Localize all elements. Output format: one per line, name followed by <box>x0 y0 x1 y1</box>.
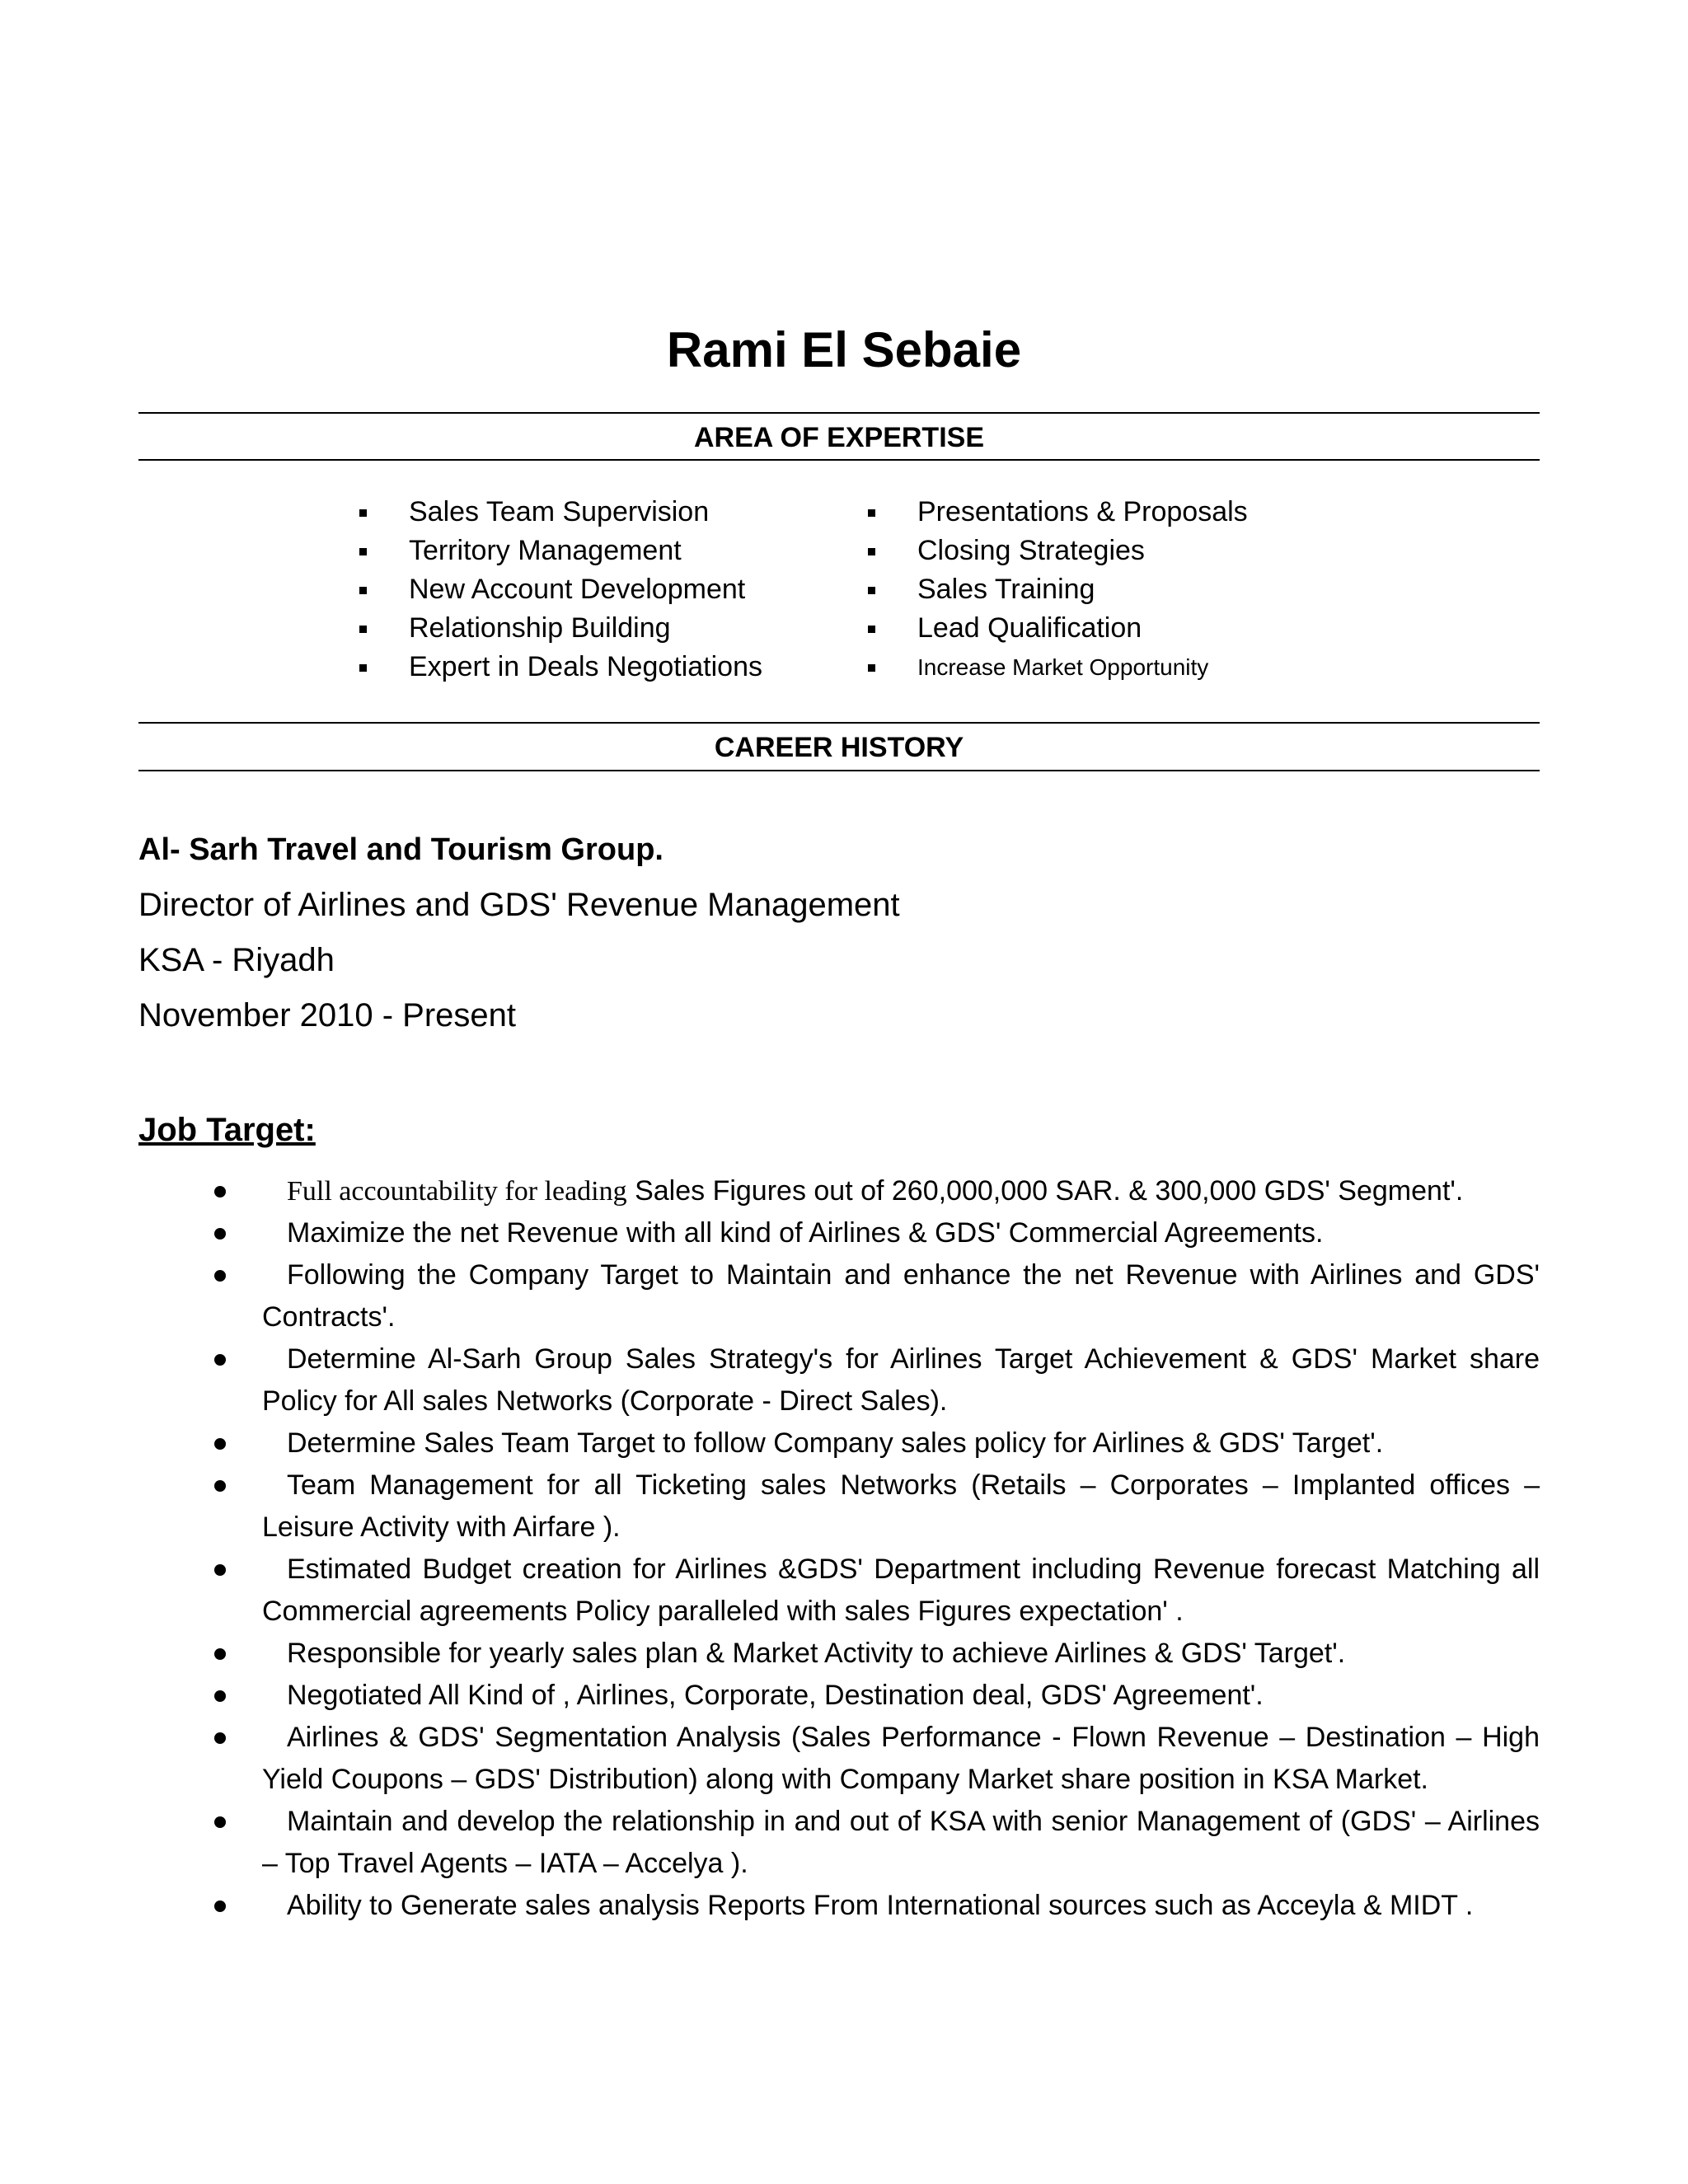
list-item: Maintain and develop the relationship in and out of KSA with senior Management of (GDS' – Airlines – Top Travel Agents – IATA – Accelya ). <box>138 1801 1540 1885</box>
list-item: Ability to Generate sales analysis Reports From International sources such as Acceyla & MIDT . <box>138 1885 1540 1927</box>
list-item: Team Management for all Ticketing sales Networks (Retails – Corporates – Implanted offices – Leisure Activity with Airfare ). <box>138 1465 1540 1549</box>
expertise-heading: AREA OF EXPERTISE <box>693 422 985 453</box>
square-bullet-icon <box>868 587 875 594</box>
square-bullet-icon <box>359 509 367 517</box>
bullet-icon <box>214 1900 226 1912</box>
bullet-icon <box>214 1732 226 1744</box>
job-target-heading: Job Target: <box>138 1112 316 1148</box>
divider <box>138 722 1540 724</box>
list-item: Following the Company Target to Maintain and enhance the net Revenue with Airlines and GDS' Contracts'. <box>138 1254 1540 1338</box>
square-bullet-icon <box>868 664 875 672</box>
bullet-icon <box>214 1354 226 1366</box>
list-item: Determine Sales Team Target to follow Company sales policy for Airlines & GDS' Target'. <box>138 1422 1540 1465</box>
list-item: Estimated Budget creation for Airlines &GDS' Department including Revenue forecast Matching all Commercial agreements Policy paralleled with sales Figures expectation' . <box>138 1549 1540 1633</box>
list-item: Maximize the net Revenue with all kind of Airlines & GDS' Commercial Agreements. <box>138 1212 1540 1254</box>
bullet-icon <box>214 1816 226 1828</box>
square-bullet-icon <box>359 587 367 594</box>
list-item: Responsible for yearly sales plan & Market Activity to achieve Airlines & GDS' Target'. <box>138 1633 1540 1675</box>
bullet-icon <box>214 1564 226 1576</box>
job-period: November 2010 - Present <box>138 997 517 1033</box>
square-bullet-icon <box>359 664 367 672</box>
divider <box>138 459 1540 461</box>
job-target-list <box>138 1170 1540 1927</box>
list-item: Full accountability for leading Sales Figures out of 260,000,000 SAR. & 300,000 GDS' Segment'. <box>138 1170 1540 1212</box>
bullet-icon <box>214 1438 226 1450</box>
bullet-icon <box>214 1228 226 1240</box>
bullet-icon <box>214 1186 226 1197</box>
job-title: Director of Airlines and GDS' Revenue Management <box>138 887 900 923</box>
square-bullet-icon <box>359 626 367 633</box>
resume-page: Rami El Sebaie AREA OF EXPERTISE Sales Team Supervision Territory Management New Account Development Relationship Building Expert in Deals Negotiations Presentations & Proposals Closing Strategies Sales Training Lead Qualification Increase Market Opportunity CAREER HISTORY Al- Sarh Travel and Tourism Group. Director of Airlines and GDS' Revenue Management KSA - Riyadh November 2010 - Present Job Target: Full accountability for leading Sales Figures out of 260,000,000 SAR. & 300,000 GDS' Segment'. Maximize the net Revenue with all kind of Airlines & GDS' Commercial Agreements. Following the Company Target to Maintain and enhance the net Revenue with Airlines and GDS' Contracts'. Determine Al-Sarh Group Sales Strategy's for Airlines Target Achievement & GDS' Market share Policy for All sales Networks (Corporate - Direct Sales). Determine Sales Team Target to follow Company sales policy for Airlines & GDS' Target'. Team Management for all Ticketing sales Networks (Retails – Corporates – Implanted offices – Leisure Activity with Airfare ). Estimated Budget creation for Airlines &GDS' Department including Revenue forecast Matching all Commercial agreements Policy paralleled with sales Figures expectation' . Responsible for yearly sales plan & Market Activity to achieve Airlines & GDS' Target'. Negotiated All Kind of , Airlines, Corporate, Destination deal, GDS' Agreement'. Airlines & GDS' Segmentation Analysis (Sales Performance - Flown Revenue – Destination – High Yield Coupons – GDS' Distribution) along with Company Market share position in KSA Market. Maintain and develop the relationship in and out of KSA with senior Management of (GDS' – Airlines – Top Travel Agents – IATA – Accelya ). Ability to Generate sales analysis Reports From International sources such as Acceyla & MIDT . <box>0 0 1688 2184</box>
divider <box>138 770 1540 771</box>
list-item: Determine Al-Sarh Group Sales Strategy's for Airlines Target Achievement & GDS' Market share Policy for All sales Networks (Corporate - Direct Sales). <box>138 1338 1540 1422</box>
square-bullet-icon <box>868 509 875 517</box>
list-item: Negotiated All Kind of , Airlines, Corporate, Destination deal, GDS' Agreement'. <box>138 1675 1540 1717</box>
square-bullet-icon <box>868 548 875 555</box>
bullet-icon <box>214 1690 226 1702</box>
bullet-icon <box>214 1270 226 1282</box>
divider <box>138 412 1540 414</box>
company-name: Al- Sarh Travel and Tourism Group. <box>138 832 663 867</box>
bullet-icon <box>214 1480 226 1492</box>
job-location: KSA - Riyadh <box>138 942 335 978</box>
career-heading: CAREER HISTORY <box>714 732 964 763</box>
square-bullet-icon <box>868 626 875 633</box>
square-bullet-icon <box>359 548 367 555</box>
bullet-icon <box>214 1648 226 1660</box>
candidate-name: Rami El Sebaie <box>666 322 1022 377</box>
list-item: Airlines & GDS' Segmentation Analysis (Sales Performance - Flown Revenue – Destination – High Yield Coupons – GDS' Distribution) along with Company Market share position in KSA Market. <box>138 1717 1540 1801</box>
